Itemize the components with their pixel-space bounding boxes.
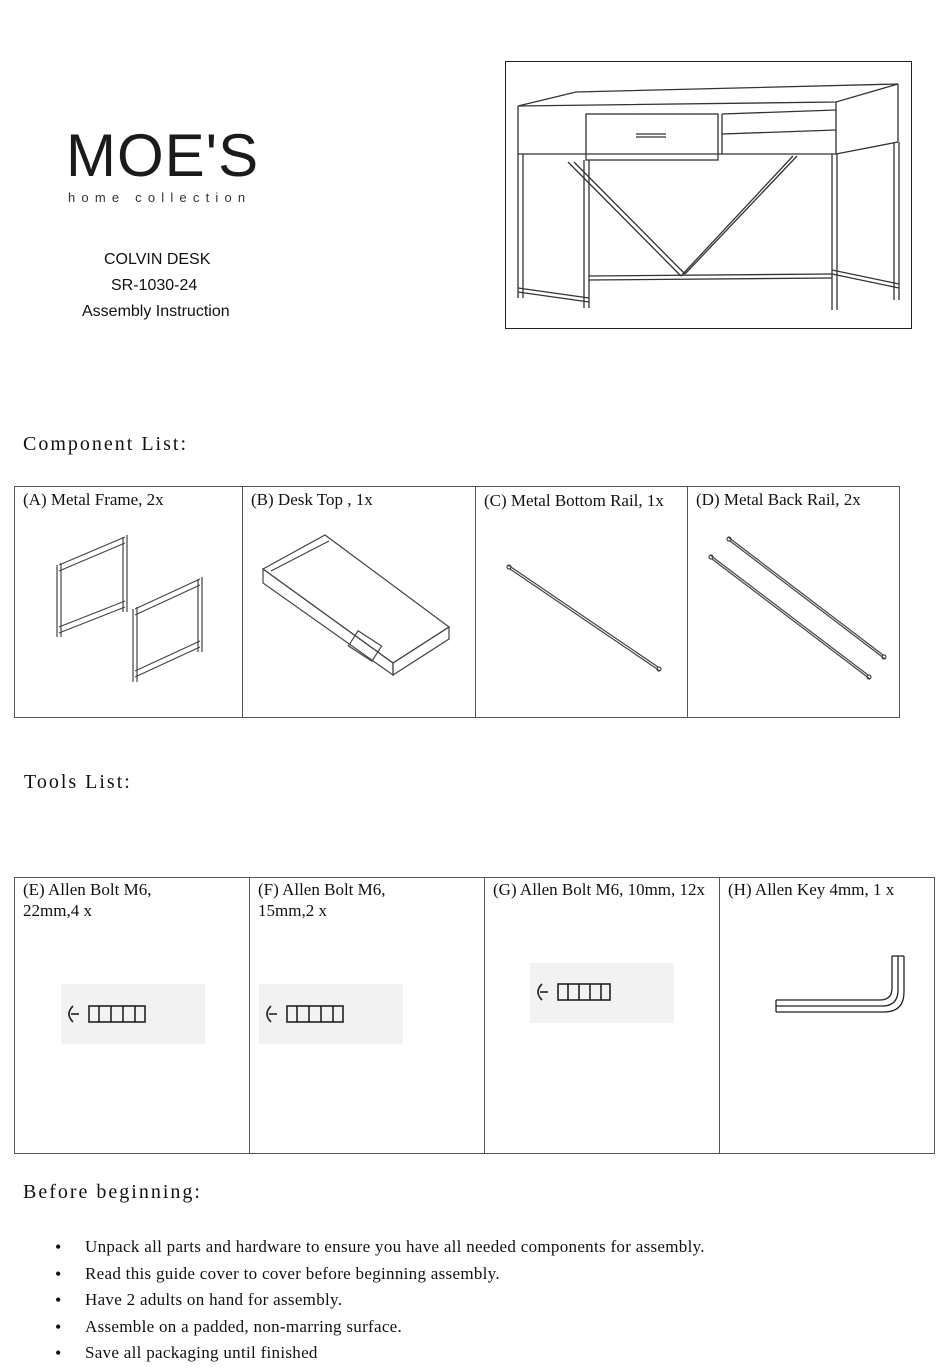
tool-cell-g	[485, 878, 720, 1154]
list-item: • Save all packaging until finished	[55, 1340, 705, 1367]
back-rail-icon	[688, 487, 900, 718]
component-label: (B) Desk Top , 1x	[251, 490, 373, 509]
bolt-icon	[250, 878, 485, 1154]
tool-label: (G) Allen Bolt M6, 10mm, 12x	[493, 880, 706, 899]
preparation-list	[55, 1234, 705, 1367]
desk-drawing-icon	[506, 62, 911, 328]
metal-frame-icon	[15, 487, 243, 718]
component-cell-c	[476, 487, 688, 718]
brand-tagline: home collection	[68, 190, 252, 205]
tool-cell-f	[250, 878, 485, 1154]
component-table	[14, 486, 900, 718]
list-item: • Read this guide cover to cover before beginning assembly.	[55, 1261, 705, 1288]
component-label: (A) Metal Frame, 2x	[23, 490, 164, 509]
before-beginning-heading: Before beginning:	[23, 1181, 202, 1203]
tool-cell-h	[720, 878, 935, 1154]
tool-label: (F) Allen Bolt M6, 15mm,2 x	[258, 880, 386, 920]
component-cell-a	[15, 487, 243, 718]
component-cell-d	[688, 487, 900, 718]
bolt-icon	[485, 878, 720, 1154]
product-sku: SR-1030-24	[111, 277, 198, 294]
component-cell-b	[243, 487, 476, 718]
product-name: COLVIN DESK	[104, 251, 211, 268]
component-label: (D) Metal Back Rail, 2x	[696, 490, 861, 509]
tool-cell-e	[15, 878, 250, 1154]
list-item: • Have 2 adults on hand for assembly.	[55, 1287, 705, 1314]
desk-top-icon	[243, 487, 476, 718]
desk-illustration	[505, 61, 912, 329]
brand-logo: MOE'S	[66, 122, 260, 189]
list-item: • Unpack all parts and hardware to ensure you have all needed components for assembly.	[55, 1234, 705, 1261]
tool-label: (H) Allen Key 4mm, 1 x	[728, 880, 895, 899]
tool-label: (E) Allen Bolt M6, 22mm,4 x	[23, 880, 152, 920]
allen-key-icon	[720, 878, 935, 1154]
bolt-icon	[15, 878, 250, 1154]
tools-list-heading: Tools List:	[24, 771, 132, 793]
tools-table	[14, 877, 935, 1154]
bottom-rail-icon	[476, 487, 688, 718]
component-list-heading: Component List:	[23, 433, 188, 455]
list-item: • Assemble on a padded, non-marring surface.	[55, 1314, 705, 1341]
component-label: (C) Metal Bottom Rail, 1x	[484, 491, 664, 510]
document-type: Assembly Instruction	[82, 303, 230, 320]
